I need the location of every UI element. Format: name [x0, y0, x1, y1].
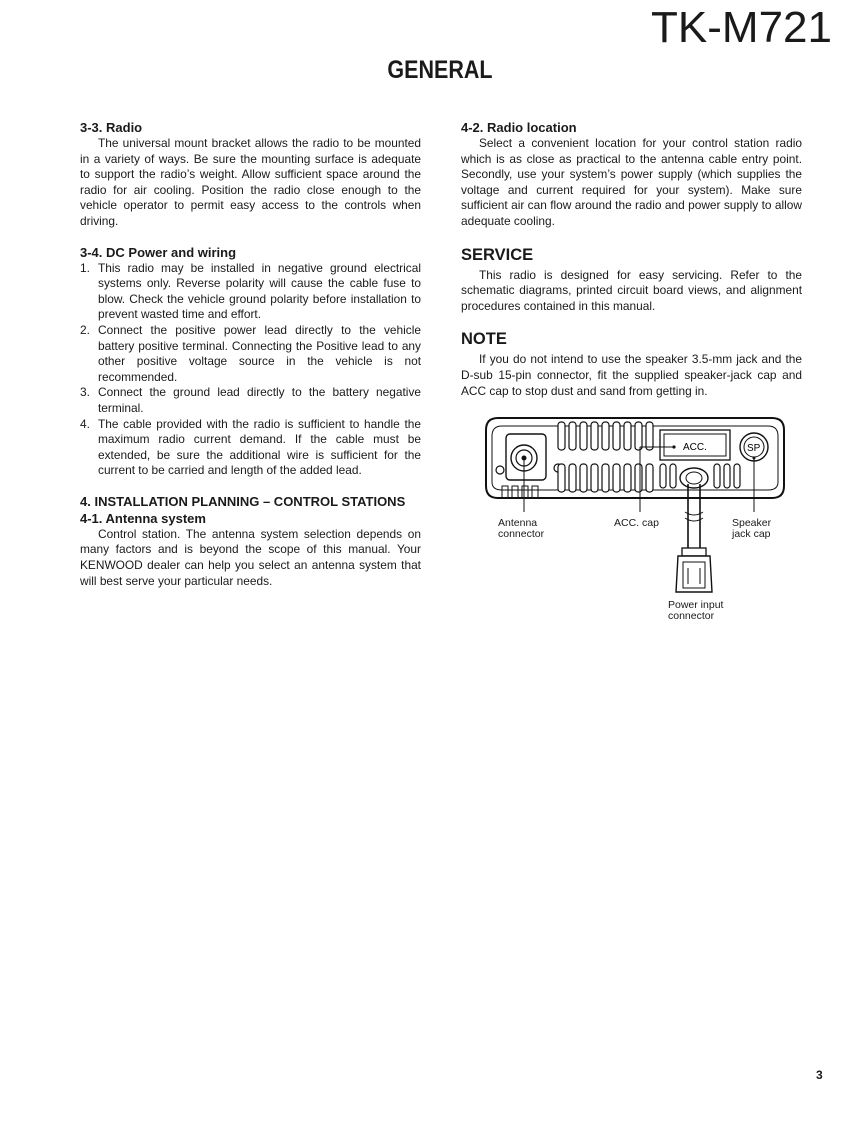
list-item	[80, 417, 421, 479]
list-item	[80, 385, 421, 416]
antenna-system-heading: 4-1. Antenna system	[80, 510, 206, 526]
speaker-jack-cap-label	[732, 518, 771, 540]
service-heading: SERVICE	[461, 245, 534, 264]
radio-body: The universal mount bracket allows the radio to be mounted in a variety of ways. Be sure the mounting surface is adequate to support the radio’s weight. Allow sufficient space around the radio for air cooling. Position the radio close enough to the vehicle operator to permit easy access to the controls when driving.	[80, 136, 421, 228]
radio-rear-panel-diagram	[478, 412, 798, 632]
dc-power-list	[80, 261, 421, 479]
service-body: This radio is designed for easy servicing. Refer to the schematic diagrams, printed circuit board views, and alignment procedures contained in this manual.	[461, 267, 802, 313]
list-text: Connect the positive power lead directly to the vehicle battery positive terminal. Connecting the Positive lead to any other positive voltage source in the vehicle is not recommended.	[98, 322, 421, 384]
model-number: TK-M721	[651, 3, 832, 52]
label-line: jack cap	[732, 528, 771, 540]
label-line: Power input	[668, 599, 724, 611]
list-number: 2.	[80, 322, 90, 337]
right-column	[461, 119, 802, 399]
power-input-connector	[676, 556, 712, 592]
label-line: Speaker	[732, 517, 772, 529]
list-text: The cable provided with the radio is sufficient to handle the maximum radio current demand. If the cable must be extended, be sure the additional wire is sufficient for the current to be carried and length of the added lead.	[98, 416, 421, 478]
radio-location-heading: 4-2. Radio location	[461, 120, 577, 135]
radio-location-body: Select a convenient location for your control station radio which is as close as practical to the antenna cable entry point. Secondly, use your system’s power supply (which supplies the voltage and current required for your system). Make sure sufficient air can flow around the radio and power supply to allow adequate cooling.	[461, 136, 802, 228]
list-item	[80, 323, 421, 385]
sp-marking: SP	[747, 443, 761, 454]
section-title: GENERAL	[387, 56, 493, 84]
dc-power-heading: 3-4. DC Power and wiring	[80, 244, 237, 260]
list-item	[80, 261, 421, 323]
left-column	[80, 119, 421, 589]
acc-cap-label: ACC. cap	[614, 517, 659, 529]
label-line: connector	[668, 610, 715, 622]
label-line: connector	[498, 528, 545, 540]
radio-heading: 3-3. Radio	[80, 120, 143, 135]
page-number: 3	[816, 1068, 823, 1082]
power-input-connector-label	[668, 600, 723, 622]
list-text: Connect the ground lead directly to the battery negative terminal.	[98, 385, 421, 415]
antenna-system-body: Control station. The antenna system selection depends on many factors and is beyond the scope of this manual. Your KENWOOD dealer can help you select an antenna system that will best serve your particular needs.	[80, 526, 421, 588]
list-number: 1.	[80, 260, 90, 275]
antenna-connector-label	[498, 518, 544, 540]
note-heading: NOTE	[461, 330, 507, 349]
acc-marking: ACC.	[683, 442, 707, 453]
label-line: Antenna	[498, 517, 538, 529]
note-body: If you do not intend to use the speaker 3.5-mm jack and the D-sub 15-pin connector, fit the supplied speaker-jack cap and ACC cap to stop dust and sand from getting in.	[461, 352, 802, 398]
installation-planning-heading: 4. INSTALLATION PLANNING – CONTROL STATIONS	[80, 493, 406, 509]
list-number: 3.	[80, 385, 90, 400]
list-text: This radio may be installed in negative ground electrical systems only. Reverse polarity will cause the cable fuse to blow. Check the vehicle ground polarity before installation to prevent wasted time and effort.	[98, 260, 421, 322]
list-number: 4.	[80, 416, 90, 431]
